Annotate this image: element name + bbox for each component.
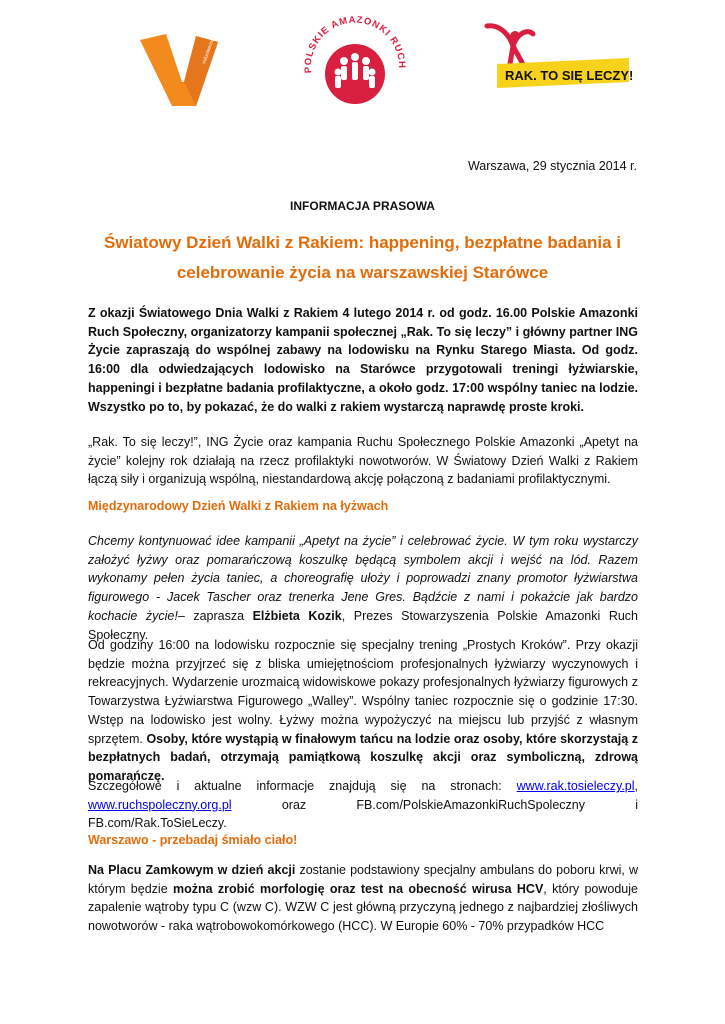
- v-logo: [140, 30, 220, 110]
- links-intro: Szczegółowe i aktualne informacje znajdują się na stronach:: [88, 779, 502, 793]
- ambulance-text-2: , który powoduje zapalenie wątroby typu C (wzw C). WZW C jest główną przyczyną jednego z najbardziej złośliwych nowotworów - raka wątrobowokomórkowego (HCC). W Europie 60% - 70% przypadków HCC: [88, 881, 638, 934]
- logo-bar: [0, 0, 725, 140]
- event-paragraph: [88, 636, 638, 786]
- page-title: [60, 228, 665, 288]
- link-ruchspoleczny[interactable]: www.ruchspoleczny.org.pl: [88, 797, 232, 812]
- rak-figure-icon: [479, 20, 635, 100]
- quote-paragraph: [88, 532, 638, 644]
- title-line-2: celebrowanie życia na warszawskiej Starówce: [176, 263, 549, 282]
- speaker-role: , Prezes Stowarzyszenia Polskie Amazonki Ruch Społeczny.: [88, 608, 638, 642]
- section-heading-warsaw: Warszawo - przebadaj śmiało ciało!: [88, 833, 298, 847]
- press-label: INFORMACJA PRASOWA: [290, 199, 435, 213]
- rak-logo: [479, 20, 635, 100]
- ambulance-text-1: zostanie podstawiony specjalny ambulans do poboru krwi, w którym będzie: [88, 863, 638, 896]
- links-outro: oraz FB.com/PolskieAmazonkiRuchSpoleczny i FB.com/Rak.ToSieLeczy.: [88, 797, 638, 831]
- ambulance-paragraph: [88, 861, 638, 936]
- date-line: Warszawa, 29 stycznia 2014 r.: [467, 159, 637, 173]
- event-bold-text: Osoby, które wystąpią w finałowym tańcu na lodzie oraz osoby, które skorzystają z bezpłatnych badań, otrzymają pamiątkową koszulkę akcji oraz symboliczną, zdrową pomarańczę.: [88, 731, 638, 783]
- ambulance-bold-1: Na Placu Zamkowym w dzień akcji: [88, 863, 296, 877]
- amazonki-logo: [296, 6, 414, 124]
- quote-tail: – zaprasza: [177, 608, 245, 623]
- lead-paragraph: Z okazji Światowego Dnia Walki z Rakiem 4 lutego 2014 r. od godz. 16.00 Polskie Amazonki Ruch Społeczny, organizatorzy kampanii społecznej „Rak. To się leczy” i główny partner ING Życie zapraszają do wspólnej zabawy na lodowisku na Rynku Starego Miasta. Od godz. 16:00 dla odwiedzających lodowisko na Starówce przygotowali treningi łyżwiarskie, happeningi i bezpłatne badania profilaktyczne, a około godz. 17:00 wspólny taniec na lodzie. Wszystko po to, by pokazać, że do walki z rakiem wystarczą naprawdę proste kroki.: [88, 306, 638, 414]
- links-paragraph: Szczegółowe i aktualne informacje znajdują się na stronach: www.rak.tosieleczy.pl, www.ruchspoleczny.org.pl oraz FB.com/PolskieAmazonkiRuchSpoleczny i FB.com/Rak.ToSieLeczy.: [88, 779, 638, 831]
- link-rak-tosieleczy[interactable]: www.rak.tosieleczy.pl: [516, 779, 635, 793]
- ambulance-bold-2: można zrobić morfologię oraz test na obecność wirusa HCV: [172, 881, 544, 896]
- amazonki-emblem-icon: [296, 6, 414, 124]
- section-heading-skating: Międzynarodowy Dzień Walki z Rakiem na łyżwach: [88, 499, 389, 513]
- speaker-name: Elżbieta Kozik: [252, 608, 342, 623]
- amazonki-logo-text: POLSKIE AMAZONKI RUCH: [302, 14, 408, 74]
- event-text: Od godziny 16:00 na lodowisku rozpocznie się specjalny trening „Prostych Kroków”. Przy okazji będzie można przyjrzeć się z bliska umiejętnościom profesjonalnych łyżwiarzy wyczynowych i rekreacyjnych. Wydarzenie urozmaicą widowiskowe pokazy profesjonalnych łyżwiarzy figurowych z Towarzystwa Łyżwiarstwa Figurowego „Walley”. Wspólny taniec rozpocznie się o godzinie 17:30. Wstęp na lodowisko jest wolny. Łyżwy można wypożyczyć na miejscu lub przyjść z własnym sprzętem.: [88, 638, 638, 746]
- rak-logo-text: RAK. TO SIĘ LECZY!: [505, 68, 634, 83]
- intro-paragraph: „Rak. To się leczy!”, ING Życie oraz kampania Ruchu Społecznego Polskie Amazonki „Apetyt na życie” kolejny rok działają na rzecz profilaktyki nowotworów. W Światowy Dzień Walki z Rakiem łączą siły i organizują wspólną, niestandardową akcję połączoną z badaniami profilaktycznymi.: [88, 435, 638, 487]
- quote-text: Chcemy kontynuować idee kampanii „Apetyt na życie” i celebrować życie. W tym roku wystarczy założyć łyżwy oraz pomarańczową koszulkę będącą symbolem akcji i wejść na lód. Razem wykonamy pełen życia taniec, a choreografię ułoży i poprowadzi znany promotor łyżwiarstwa figurowego - Jacek Tascher oraz trenerka Jene Gres. Bądźcie z nami i pokażcie jak bardzo kochacie życie!: [88, 534, 638, 623]
- title-line-1: Światowy Dzień Walki z Rakiem: happening, bezpłatne badania i: [103, 233, 622, 252]
- v-logo-tag: volunteering: [201, 37, 217, 65]
